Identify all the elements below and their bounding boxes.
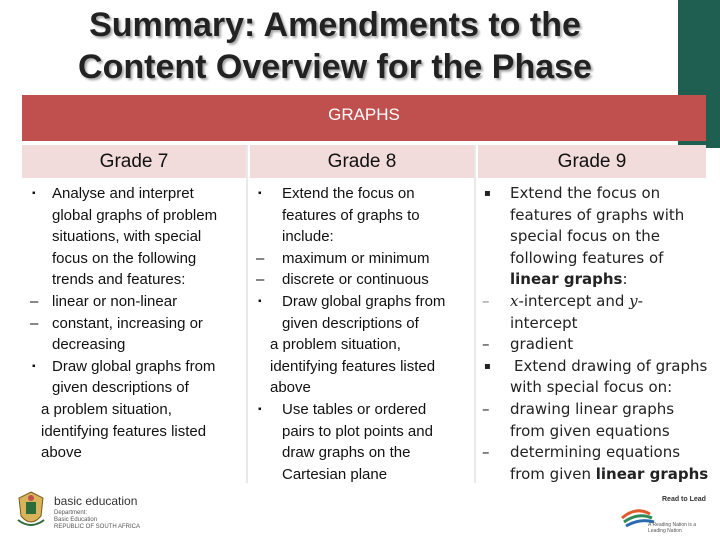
- list-item: Cartesian plane: [282, 465, 388, 483]
- list-item: features of graphs to: [282, 206, 420, 224]
- grade9-content: [478, 183, 709, 483]
- slide-title: [0, 4, 670, 88]
- list-item: above: [270, 379, 311, 397]
- title-line-2: Content Overview for the Phase: [78, 48, 592, 86]
- list-item: decreasing: [52, 336, 126, 354]
- grade8-heading: Grade 8: [250, 145, 474, 178]
- list-item: a problem situation,: [270, 336, 401, 354]
- list-item: constant, increasing or: [52, 314, 203, 332]
- dept-subtitle: [54, 510, 140, 531]
- list-item: trends and features:: [52, 271, 186, 289]
- dept-sub-line: REPUBLIC OF SOUTH AFRICA: [54, 524, 141, 530]
- list-item: a problem situation,: [41, 400, 172, 418]
- bullet-icon: ▪: [258, 403, 262, 415]
- list-item: focus on the following: [52, 249, 197, 267]
- dept-name: basic education: [54, 494, 138, 508]
- dash-icon: –: [482, 291, 490, 310]
- text-span: from given: [510, 464, 596, 483]
- list-item: Extend drawing of graphs: [514, 356, 708, 375]
- grade7-heading: Grade 7: [22, 145, 246, 178]
- list-item: gradient: [510, 335, 574, 354]
- list-item: linear or non-linear: [52, 292, 178, 310]
- dept-sub-line: Basic Education: [54, 517, 98, 523]
- list-item: include:: [282, 228, 334, 246]
- list-item: pairs to plot points and: [282, 422, 433, 440]
- list-item: following features of: [510, 248, 664, 267]
- list-item: above: [41, 444, 82, 462]
- list-item: intercept: [510, 313, 578, 332]
- list-item: given descriptions of: [52, 379, 189, 397]
- bullet-icon: ▪: [32, 188, 36, 199]
- dash-icon: –: [482, 443, 490, 462]
- list-item: situations, with special: [52, 228, 202, 246]
- list-item: Draw global graphs from: [282, 292, 446, 310]
- bold-text: linear graphs: [595, 464, 709, 483]
- list-item: given descriptions of: [282, 314, 419, 332]
- list-item: identifying features listed: [270, 357, 436, 375]
- text-span: -intercept and: [518, 291, 630, 310]
- bullet-icon: ▪: [258, 188, 262, 199]
- dash-icon: –: [482, 399, 490, 418]
- dash-icon: –: [256, 271, 265, 289]
- rtl-title: Read to Lead: [662, 496, 706, 503]
- list-item: [478, 269, 706, 291]
- list-item: maximum or minimum: [282, 249, 430, 267]
- bullet-icon: ▪: [32, 360, 36, 372]
- list-item: [478, 291, 706, 313]
- list-item: with special focus on:: [510, 378, 673, 397]
- rtl-tagline: A Reading Nation is a Leading Nation: [648, 522, 697, 534]
- table-header: GRAPHS: [22, 95, 706, 141]
- dept-sub-line: Department:: [54, 510, 88, 516]
- math-x: x: [510, 291, 519, 310]
- basic-education-logo: [14, 490, 214, 530]
- list-item: special focus on the: [510, 227, 660, 246]
- text-span: :: [622, 270, 628, 289]
- math-y: y: [629, 291, 638, 310]
- grade9-heading: Grade 9: [478, 145, 706, 178]
- list-item: determining equations: [510, 443, 681, 462]
- grade7-content: [22, 183, 246, 483]
- bullet-icon: ▪: [258, 295, 262, 307]
- bullet-icon: ▪: [484, 360, 491, 372]
- bold-text: linear graphs: [510, 270, 623, 289]
- dash-icon: –: [30, 292, 39, 310]
- dash-icon: –: [482, 335, 490, 354]
- list-item: Extend the focus on: [510, 184, 661, 202]
- grade8-content: [250, 183, 474, 483]
- read-to-lead-logo: [618, 492, 714, 532]
- list-item: identifying features listed: [41, 422, 207, 440]
- column-divider: [246, 145, 248, 483]
- list-item: draw graphs on the: [282, 444, 411, 462]
- text-span: -: [637, 291, 644, 310]
- list-item: drawing linear graphs: [510, 399, 675, 418]
- list-item: discrete or continuous: [282, 271, 429, 289]
- column-divider: [474, 145, 476, 483]
- bullet-icon: ▪: [484, 188, 491, 199]
- list-item: Analyse and interpret: [52, 185, 194, 202]
- list-item: Use tables or ordered: [282, 400, 427, 418]
- title-line-1: Summary: Amendments to the: [89, 6, 581, 44]
- list-item: global graphs of problem: [52, 206, 218, 224]
- list-item: [478, 464, 709, 486]
- list-item: Draw global graphs from: [52, 357, 216, 375]
- list-item: Extend the focus on: [282, 185, 415, 202]
- list-item: features of graphs with: [510, 205, 685, 224]
- list-item: from given equations: [510, 421, 670, 440]
- dash-icon: –: [256, 249, 265, 267]
- coat-of-arms-icon: [14, 490, 48, 530]
- dash-icon: –: [30, 314, 39, 332]
